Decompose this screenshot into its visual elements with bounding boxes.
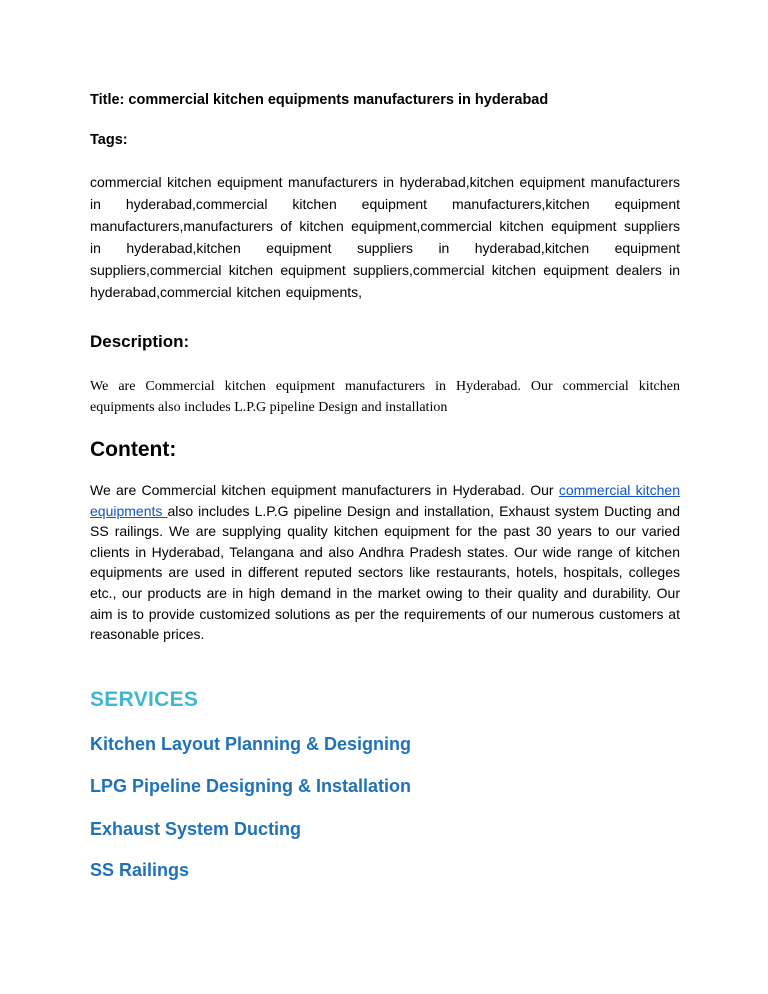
service-kitchen-layout: Kitchen Layout Planning & Designing [90,734,412,754]
content-paragraph [90,480,680,645]
commercial-kitchen-equipments-link[interactable]: commercial kitchen equipments [90,482,680,519]
content-text-after-link: also includes L.P.G pipeline Design and installation, Exhaust system Ducting and SS railings. We are supplying quality kitchen equipment for the past 30 years to our varied clients in Hyderabad, Telangana and also Andhra Pradesh states. Our wide range of kitchen equipments are used in different reputed sectors like restaurants, hotels, hospitals, colleges etc., our products are in high demand in the market owing to their quality and durability. Our aim is to provide customized solutions as per the requirements of our numerous customers at reasonable prices. [90,502,680,643]
description-paragraph: We are Commercial kitchen equipment manufacturers in Hyderabad. Our commercial kitchen equipments also includes L.P.G pipeline Design and installation [90,379,680,415]
service-exhaust-ducting: Exhaust System Ducting [90,819,302,839]
services-heading: SERVICES [90,688,199,711]
document-title: Title: commercial kitchen equipments manufacturers in hyderabad [90,92,549,108]
description-heading: Description: [90,332,190,351]
content-heading: Content: [90,438,177,461]
content-text-before-link: We are Commercial kitchen equipment manufacturers in Hyderabad. Our [90,482,559,498]
service-lpg-pipeline: LPG Pipeline Designing & Installation [90,776,412,796]
tags-paragraph: commercial kitchen equipment manufacturers in hyderabad,kitchen equipment manufacturers in hyderabad,commercial kitchen equipment manufacturers,kitchen equipment manufacturers,manufacturers of kitchen equipment,commercial kitchen equipment suppliers in hyderabad,kitchen equipment suppliers in hyderabad,kitchen equipment suppliers,commercial kitchen equipment suppliers,commercial kitchen equipment dealers in hyderabad,commercial kitchen equipments, [90,174,680,300]
service-ss-railings: SS Railings [90,860,190,880]
tags-heading: Tags: [90,132,128,148]
